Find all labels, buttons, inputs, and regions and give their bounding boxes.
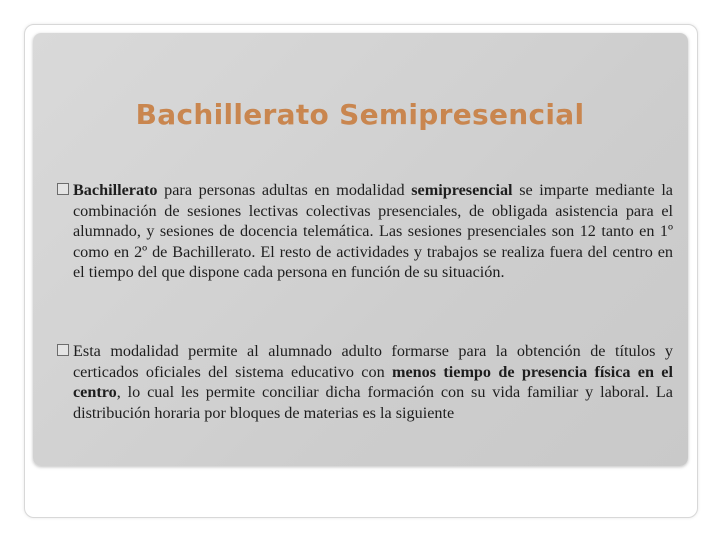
bullet-text-1 — [73, 180, 673, 283]
bullet-2-part-1: Esta modalidad permite al alumnado adulto formarse para la obtención de títulos y certicados oficiales del sistema educativo con — [73, 342, 673, 381]
bullet-text-2 — [73, 341, 673, 423]
slide-title: Bachillerato Semipresencial — [135, 98, 585, 131]
square-bullet-icon — [57, 183, 69, 195]
square-bullet-icon — [57, 344, 69, 356]
bullet-2-part-2: menos tiempo de presencia física en el centro — [73, 362, 673, 402]
bullet-1-part-2: para personas adultas en modalidad — [157, 181, 412, 199]
bullet-2-part-3: , lo cual les permite conciliar dicha formación con su vida familiar y laboral. La distribución horaria por bloques de materias es la siguiente — [73, 383, 673, 422]
bullet-1-part-3: semipresencial — [411, 181, 513, 199]
bullet-item-1 — [57, 180, 673, 283]
bullet-item-2 — [57, 341, 673, 423]
bullet-1-part-4: se imparte mediante la combinación de sesiones lectivas colectivas presenciales, de obligada asistencia para el alumnado, y sesiones de docencia telemática. Las sesiones presenciales son 12 tanto en 1º como en 2º de Bachillerato. El resto de actividades y trabajos se realiza fuera del centro en el tiempo del que dispone cada persona en función de su situación. — [73, 181, 673, 282]
bullet-1-part-1: Bachillerato — [73, 181, 158, 199]
